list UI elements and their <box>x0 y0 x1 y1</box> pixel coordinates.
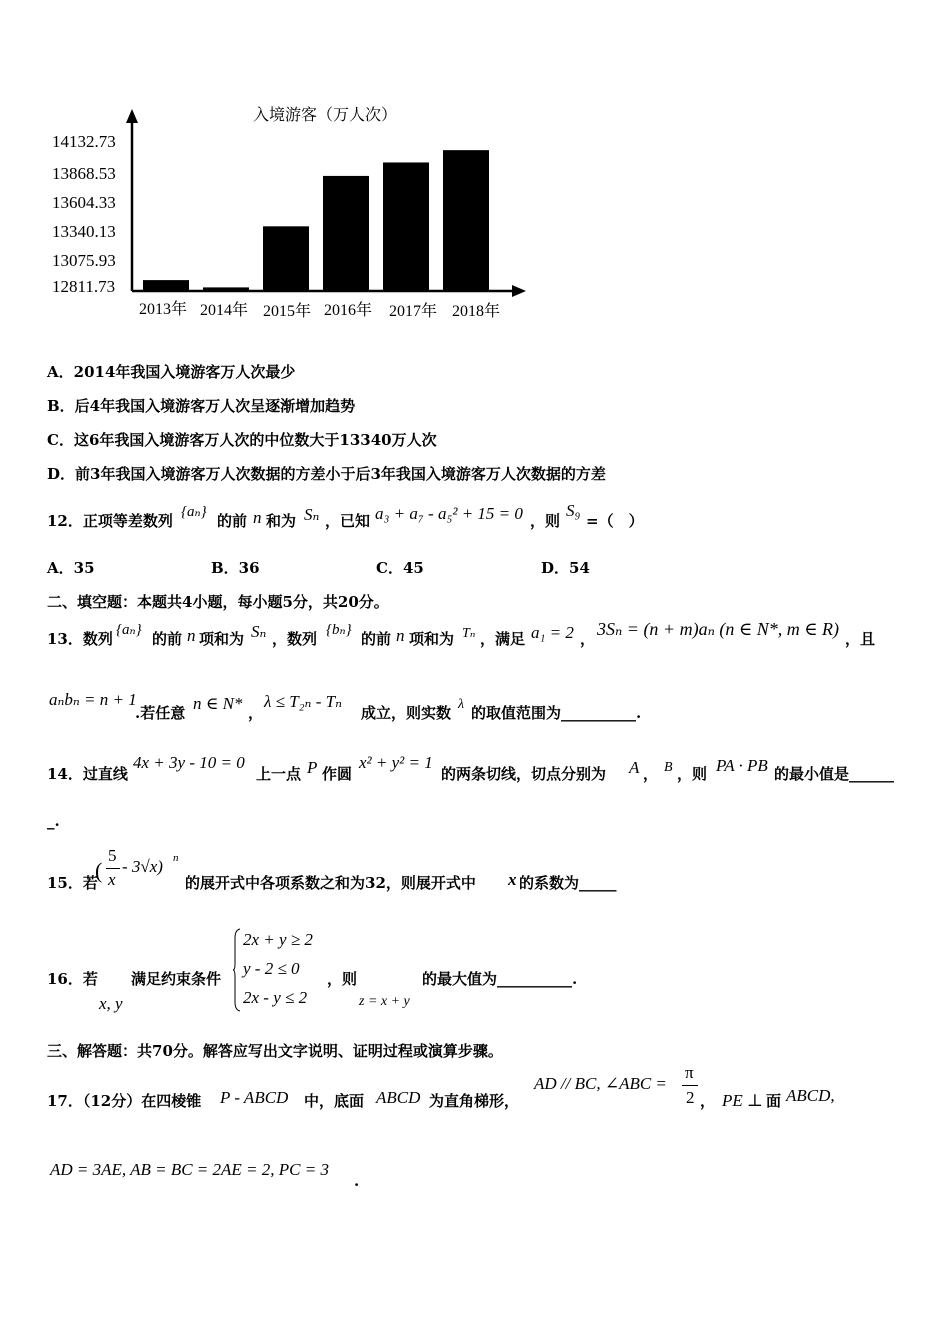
y-tick-label: 13340.13 <box>52 222 116 241</box>
q16-objective: z = x + y <box>359 994 410 1009</box>
q17-given: AD = 3AE, AB = BC = 2AE = 2, PC = 3 <box>50 1160 329 1179</box>
q13-tn: Tₙ <box>462 626 476 641</box>
q17-fraction-bar <box>682 1085 698 1086</box>
q14-text: ，则 <box>677 765 708 783</box>
q16-constraint: 2x - y ≤ 2 <box>243 988 308 1007</box>
q17-text: 中，底面 <box>304 1092 365 1110</box>
bar-2014年 <box>203 287 249 290</box>
x-category-label: 2017年 <box>389 303 438 320</box>
option-d: D．前3年我国入境游客万人次数据的方差小于后3年我国入境游客万人次数据的方差 <box>47 465 606 483</box>
q15-exponent: n <box>173 852 179 864</box>
q13-n-in-n: n ∈ N* <box>193 694 243 713</box>
q12-condition: a₃ + a₇ - a₅² + 15 = 0 <box>375 504 523 523</box>
q13-text: .若任意 <box>135 704 186 722</box>
q12-n: n <box>253 508 262 527</box>
q12-s9: S₉ <box>566 501 581 520</box>
q12-text: ，已知 <box>325 512 371 530</box>
y-tick-label: 13075.93 <box>52 251 116 270</box>
q12-label: 12．正项等差数列 <box>47 512 173 530</box>
q13-comma: ， <box>580 630 596 648</box>
q17-label: 17．（12分）在四棱锥 <box>47 1092 202 1110</box>
section-heading: 三、解答题：共70分。解答应写出文字说明、证明过程或演算步骤。 <box>47 1042 503 1060</box>
q15-denominator: x <box>108 870 116 889</box>
q13-anbn: aₙbₙ = n + 1 <box>49 690 137 709</box>
q17-two: 2 <box>686 1088 695 1107</box>
q15-fraction-bar <box>106 868 120 869</box>
x-category-label: 2013年 <box>139 301 188 318</box>
q12-option: C．45 <box>376 559 424 577</box>
q13-a1: a₁ = 2 <box>531 623 574 642</box>
q12-text: ，则 <box>530 512 561 530</box>
q13-label: 13．数列 <box>47 630 113 648</box>
q14-circle: x² + y² = 1 <box>359 753 433 772</box>
q17-pi: π <box>685 1063 694 1082</box>
q13-an: {aₙ} <box>116 622 142 638</box>
q13-text: ，且 <box>845 630 876 648</box>
q13-text: 的取值范围为__________. <box>471 704 642 722</box>
q14-p: P <box>307 758 318 777</box>
q16-xy: x, y <box>99 994 123 1013</box>
q13-bn: {bₙ} <box>326 622 352 638</box>
q14-text: 的两条切线，切点分别为 <box>441 765 607 783</box>
q13-text: 成立，则实数 <box>361 704 452 722</box>
q12-option: D．54 <box>541 559 590 577</box>
chart-title: 入境游客（万人次） <box>253 105 398 124</box>
x-category-label: 2018年 <box>452 303 501 320</box>
q14-b: B <box>664 760 673 775</box>
q14-line: 4x + 3y - 10 = 0 <box>133 753 245 772</box>
bar-2015年 <box>263 226 309 290</box>
q17-condition: AD // BC, ∠ABC = <box>534 1074 667 1093</box>
q15-text: 的系数为_____ <box>519 874 617 892</box>
q12-text: 和为 <box>266 512 297 530</box>
q17-text: 为直角梯形， <box>429 1092 520 1110</box>
q12-text: =（ ） <box>586 512 644 530</box>
q13-text: 项和为 <box>199 630 245 648</box>
q13-n: n <box>187 626 196 645</box>
q12-option: A．35 <box>47 559 95 577</box>
q13-sn: Sₙ <box>251 622 267 641</box>
q12-sequence: {aₙ} <box>181 504 207 520</box>
q16-text: 满足约束条件 <box>131 970 222 988</box>
x-axis-arrow <box>512 285 526 297</box>
q14-text: 的最小值是______ <box>774 765 895 783</box>
q13-n: n <box>396 626 405 645</box>
y-axis-arrow <box>126 109 138 123</box>
q13-lambda-cond: λ ≤ T₂ₙ - Tₙ <box>264 692 342 711</box>
x-category-label: 2015年 <box>263 303 312 320</box>
q14-dot-product: PA · PB <box>716 756 768 775</box>
bar-2016年 <box>323 176 369 290</box>
section-heading: 二、填空题：本题共4小题，每小题5分，共20分。 <box>47 593 389 611</box>
option-c: C．这6年我国入境游客万人次的中位数大于13340万人次 <box>47 431 437 449</box>
y-tick-label: 14132.73 <box>52 132 116 151</box>
q15-label: 15．若 <box>47 874 98 892</box>
q16-brace <box>233 928 241 1012</box>
q16-text: 的最大值为__________. <box>422 970 578 988</box>
option-a: A．2014年我国入境游客万人次最少 <box>47 363 296 381</box>
q13-text: 项和为 <box>409 630 455 648</box>
q13-text: 的前 <box>361 630 392 648</box>
q17-pyramid: P - ABCD <box>220 1088 289 1107</box>
q17-period: . <box>354 1172 360 1190</box>
q17-pe: PE ⊥ <box>722 1091 764 1110</box>
q14-text: 上一点 <box>256 765 302 783</box>
q16-constraint: y - 2 ≤ 0 <box>243 959 300 978</box>
q17-comma: ， <box>700 1092 716 1110</box>
bar-2017年 <box>383 162 429 290</box>
q12-sn: Sₙ <box>304 505 320 524</box>
bar-chart <box>120 105 530 305</box>
q14-a: A <box>629 758 640 777</box>
y-tick-label: 13604.33 <box>52 193 116 212</box>
q15-numerator: 5 <box>108 846 117 865</box>
q13-text: ，数列 <box>272 630 318 648</box>
q15-text: 的展开式中各项系数之和为32，则展开式中 <box>185 874 476 892</box>
q15-paren: ( <box>95 858 103 883</box>
x-category-label: 2014年 <box>200 302 249 319</box>
bar-2013年 <box>143 280 189 290</box>
q17-base: ABCD <box>376 1088 421 1107</box>
q13-text: 的前 <box>152 630 183 648</box>
q15-rest: - 3√x) <box>122 857 163 876</box>
q17-plane: ABCD, <box>786 1086 835 1105</box>
q13-comma: ， <box>248 704 264 722</box>
q16-constraint: 2x + y ≥ 2 <box>243 930 313 949</box>
q15-x: x <box>508 870 517 889</box>
y-tick-label: 12811.73 <box>52 277 116 296</box>
bar-2018年 <box>443 150 489 290</box>
y-tick-label: 13868.53 <box>52 164 116 183</box>
q13-text: ，满足 <box>480 630 526 648</box>
q14-text: 作圆 <box>322 765 353 783</box>
q16-text: ，则 <box>327 970 358 988</box>
q17-text: 面 <box>766 1092 782 1110</box>
x-category-label: 2016年 <box>324 302 373 319</box>
q12-text: 的前 <box>217 512 248 530</box>
q12-option: B．36 <box>211 559 260 577</box>
q13-relation: 3Sₙ = (n + m)aₙ (n ∈ N*, m ∈ R) <box>597 619 840 639</box>
q14-label: 14．过直线 <box>47 765 128 783</box>
q14-tail: _. <box>47 812 60 830</box>
q13-lambda: λ <box>458 697 465 712</box>
q16-label: 16．若 <box>47 970 98 988</box>
option-b: B．后4年我国入境游客万人次呈逐渐增加趋势 <box>47 397 356 415</box>
q14-comma: ， <box>643 765 659 783</box>
